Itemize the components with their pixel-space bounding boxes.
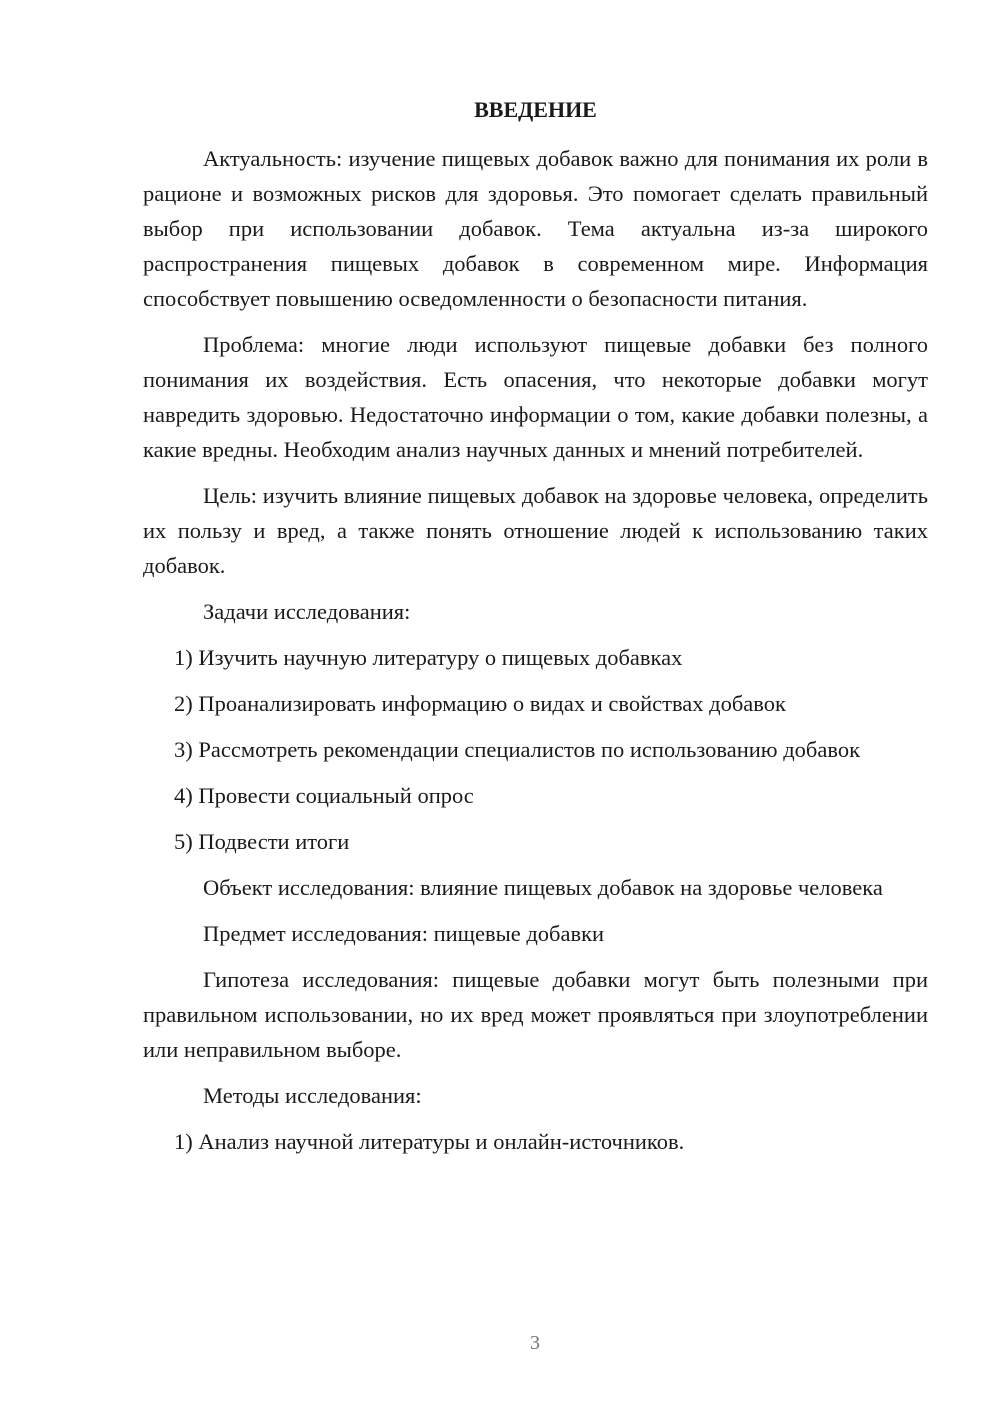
task-item-3: 3) Рассмотреть рекомендации специалистов по использованию добавок (174, 737, 861, 762)
problem-paragraph: Проблема: многие люди используют пищевые добавки без полного понимания их воздействия. Есть опасения, что некоторые добавки могут навредить здоровью. Недостаточно информации о том, какие добавки полезны, а какие вредны. Необходим анализ научных данных и мнений потребителей. (143, 332, 928, 462)
document-page (143, 92, 928, 1170)
task-item-4: 4) Провести социальный опрос (174, 783, 474, 808)
subject-paragraph: Предмет исследования: пищевые добавки (203, 921, 605, 946)
object-paragraph: Объект исследования: влияние пищевых добавок на здоровье человека (203, 875, 883, 900)
section-heading: ВВЕДЕНИЕ (474, 97, 597, 122)
task-item-2: 2) Проанализировать информацию о видах и свойствах добавок (174, 691, 786, 716)
goal-paragraph: Цель: изучить влияние пищевых добавок на здоровье человека, определить их пользу и вред, а также понять отношение людей к использованию таких добавок. (143, 483, 928, 578)
relevance-paragraph: Актуальность: изучение пищевых добавок важно для понимания их роли в рационе и возможных рисков для здоровья. Это помогает сделать правильный выбор при использовании добавок. Тема актуальна из-за широкого распространения пищевых добавок в современном мире. Информация способствует повышению осведомленности о безопасности питания. (143, 146, 928, 311)
page-number: 3 (530, 1332, 540, 1354)
methods-heading: Методы исследования: (203, 1083, 422, 1108)
task-item-5: 5) Подвести итоги (174, 829, 350, 854)
tasks-heading: Задачи исследования: (203, 599, 411, 624)
task-item-1: 1) Изучить научную литературу о пищевых добавках (174, 645, 683, 670)
method-item-1: 1) Анализ научной литературы и онлайн-источников. (174, 1129, 685, 1154)
hypothesis-paragraph: Гипотеза исследования: пищевые добавки могут быть полезными при правильном использовании, но их вред может проявляться при злоупотреблении или неправильном выборе. (143, 967, 928, 1062)
